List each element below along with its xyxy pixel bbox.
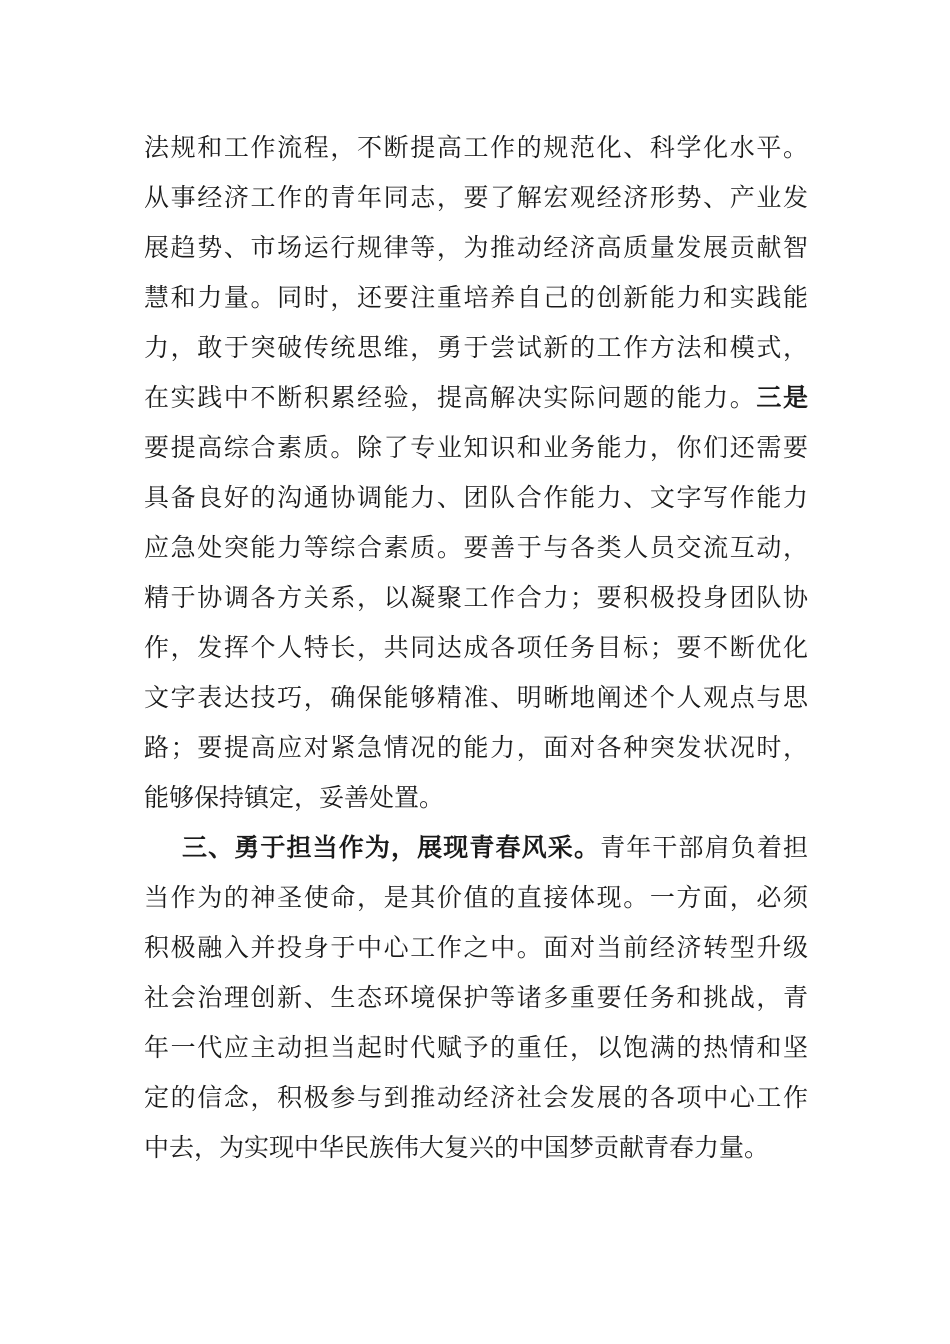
text-line: 文字表达技巧，确保能够精准、明晰地阐述个人观点与思 <box>144 683 808 712</box>
text-line: 路；要提高应对紧急情况的能力，面对各种突发状况时， <box>144 733 808 762</box>
text-line: 法规和工作流程，不断提高工作的规范化、科学化水平。 <box>144 133 808 162</box>
text-line: 力，敢于突破传统思维，勇于尝试新的工作方法和模式， <box>144 333 808 362</box>
text-line: 从事经济工作的青年同志，要了解宏观经济形势、产业发 <box>144 183 808 212</box>
text-line: 积极融入并投身于中心工作之中。面对当前经济转型升级 <box>144 933 808 962</box>
text-line: 社会治理创新、生态环境保护等诸多重要任务和挑战，青 <box>144 983 808 1012</box>
document-body <box>144 123 808 1173</box>
section-heading: 三、勇于担当作为，展现青春风采。 <box>182 833 601 862</box>
section-heading-line <box>144 823 808 873</box>
text-line: 应急处突能力等综合素质。要善于与各类人员交流互动， <box>144 533 808 562</box>
text-line: 作，发挥个人特长，共同达成各项任务目标；要不断优化 <box>144 633 808 662</box>
text-line: 能够保持镇定，妥善处置。 <box>144 783 445 812</box>
text-span: 青年干部肩负着担 <box>600 833 808 862</box>
text-line: 精于协调各方关系，以凝聚工作合力；要积极投身团队协 <box>144 583 808 612</box>
text-line: 年一代应主动担当起时代赋予的重任，以饱满的热情和坚 <box>144 1033 808 1062</box>
text-line: 要提高综合素质。除了专业知识和业务能力，你们还需要 <box>144 433 808 462</box>
text-line: 慧和力量。同时，还要注重培养自己的创新能力和实践能 <box>144 283 808 312</box>
text-span: 在实践中不断积累经验，提高解决实际问题的能力。 <box>144 383 757 412</box>
text-line: 定的信念，积极参与到推动经济社会发展的各项中心工作 <box>144 1083 808 1112</box>
text-line: 具备良好的沟通协调能力、团队合作能力、文字写作能力 <box>144 483 808 512</box>
text-line: 中去，为实现中华民族伟大复兴的中国梦贡献青春力量。 <box>144 1133 770 1162</box>
text-line <box>144 373 808 423</box>
text-line: 展趋势、市场运行规律等，为推动经济高质量发展贡献智 <box>144 233 808 262</box>
emphasis-text: 三是 <box>756 383 808 412</box>
text-line: 当作为的神圣使命，是其价值的直接体现。一方面，必须 <box>144 883 808 912</box>
